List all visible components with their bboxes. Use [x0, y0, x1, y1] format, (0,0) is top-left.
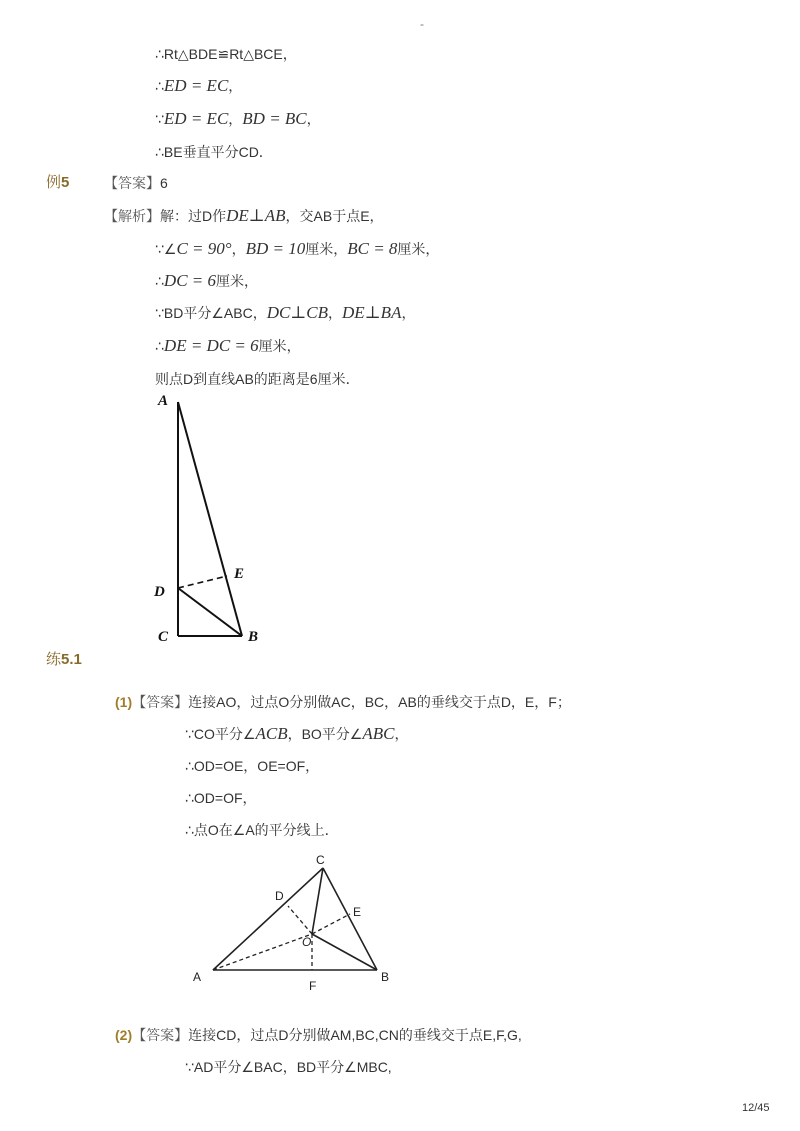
answer-label: 【答案】: [132, 694, 189, 710]
practice-prefix: 练: [46, 651, 62, 668]
answer-label: 【答案】: [104, 175, 160, 191]
answer-label: 【答案】: [132, 1027, 189, 1043]
label-e: E: [234, 566, 245, 582]
example-5-analysis-line-2: [155, 239, 439, 259]
math-expr: BD = BC: [242, 109, 307, 128]
practice-5-1-title: [46, 650, 82, 670]
answer-text: 连接CD，过点D分别做AM,BC,CN的垂线交于点E,F,G,: [188, 1027, 522, 1043]
proof-line-2: [155, 76, 242, 96]
example-5-analysis-line-3: [155, 271, 258, 291]
segment-oe-dashed: [312, 914, 350, 934]
edge-ab: [178, 402, 245, 636]
punct: ，: [228, 111, 243, 127]
text: ∵BD平分∠ABC，: [155, 305, 267, 321]
unit: 厘米，: [258, 338, 301, 354]
therefore-symbol: ∴: [155, 338, 164, 354]
math-expr: DE⊥BA: [342, 303, 402, 322]
punct: ，: [228, 78, 243, 94]
part-1-line-5: ∴点O在∠A的平分线上．: [185, 822, 339, 838]
text: ，交AB于点E，: [285, 208, 384, 224]
text: ∵∠: [155, 241, 177, 257]
proof-line-4: ∴BE垂直平分CD．: [155, 144, 273, 160]
part-2-answer: [115, 1025, 522, 1045]
segment-od-dashed: [288, 906, 312, 934]
edge-de-dashed: [178, 576, 227, 588]
text: ，BO平分∠: [287, 726, 363, 742]
example-5-answer: [104, 173, 168, 193]
segment-co: [312, 868, 323, 934]
punct: ，: [401, 305, 416, 321]
unit: 厘米，: [305, 241, 348, 257]
math-expr: ED = EC: [163, 76, 229, 95]
label-f: F: [309, 979, 317, 993]
example-5-title: [46, 173, 69, 193]
part-1-answer: [115, 692, 571, 712]
math-expr: DC⊥CB: [266, 303, 329, 322]
answer-value: 6: [160, 175, 168, 191]
example-5-analysis-line-6: 则点D到直线AB的距离是6厘米．: [155, 371, 360, 387]
label-b: B: [381, 970, 390, 984]
punct: ，: [306, 111, 321, 127]
math-expr: C = 90°: [176, 239, 232, 258]
unit: 厘米，: [397, 241, 440, 257]
label-b: B: [248, 629, 259, 645]
therefore-symbol: ∴: [155, 78, 164, 94]
label-d: D: [154, 584, 165, 600]
part-1-line-2: [185, 724, 408, 744]
math-expr: ACB: [255, 724, 288, 743]
math-expr: ED = EC: [163, 109, 229, 128]
math-expr: DE = DC = 6: [163, 336, 259, 355]
math-expr: DC = 6: [163, 271, 217, 290]
edge-db: [178, 588, 242, 636]
segment-ao-dashed: [213, 934, 312, 970]
example-5-analysis-line-4: [155, 303, 415, 323]
analysis-label: 【解析】: [104, 208, 160, 224]
math-expr: BC = 8: [347, 239, 398, 258]
example-5-analysis-line-1: [104, 206, 384, 226]
proof-line-1: ∴Rt△BDE≌Rt△BCE，: [155, 46, 297, 62]
practice-number: 5.1: [61, 651, 82, 668]
label-a: A: [158, 393, 169, 409]
header-dash: -: [420, 17, 424, 31]
text: 解：过D作: [160, 208, 227, 224]
example-prefix: 例: [46, 174, 62, 191]
example-5-analysis-line-5: [155, 336, 301, 356]
label-a: A: [193, 970, 202, 984]
part-1-line-4: ∴OD=OF，: [185, 790, 257, 806]
math-expr: BD = 10: [245, 239, 306, 258]
label-c: C: [158, 629, 169, 645]
triangle-figure-2: [185, 848, 405, 998]
math-expr: DE⊥AB: [226, 206, 286, 225]
proof-line-3: [155, 109, 321, 129]
punct: ，: [394, 726, 409, 742]
part-1-line-3: ∴OD=OE，OE=OF，: [185, 758, 320, 774]
part-number: (1): [115, 694, 133, 710]
therefore-symbol: ∴: [155, 273, 164, 289]
because-symbol: ∵: [155, 111, 164, 127]
part-2-line-2: ∵AD平分∠BAC，BD平分∠MBC,: [185, 1059, 392, 1075]
part-number: (2): [115, 1027, 133, 1043]
label-e: E: [353, 905, 362, 919]
label-d: D: [275, 889, 284, 903]
label-c: C: [316, 853, 325, 867]
punct: ，: [231, 241, 246, 257]
math-expr: ABC: [362, 724, 395, 743]
label-o: O: [302, 935, 312, 949]
page-number: 12/45: [742, 1102, 770, 1114]
unit: 厘米，: [216, 273, 259, 289]
text: ∵CO平分∠: [185, 726, 256, 742]
edge-ac: [213, 868, 323, 970]
answer-text: 连接AO，过点O分别做AC，BC，AB的垂线交于点D，E，F；: [188, 694, 571, 710]
punct: ，: [328, 305, 343, 321]
triangle-figure-1: [150, 390, 270, 650]
example-number: 5: [61, 174, 70, 191]
